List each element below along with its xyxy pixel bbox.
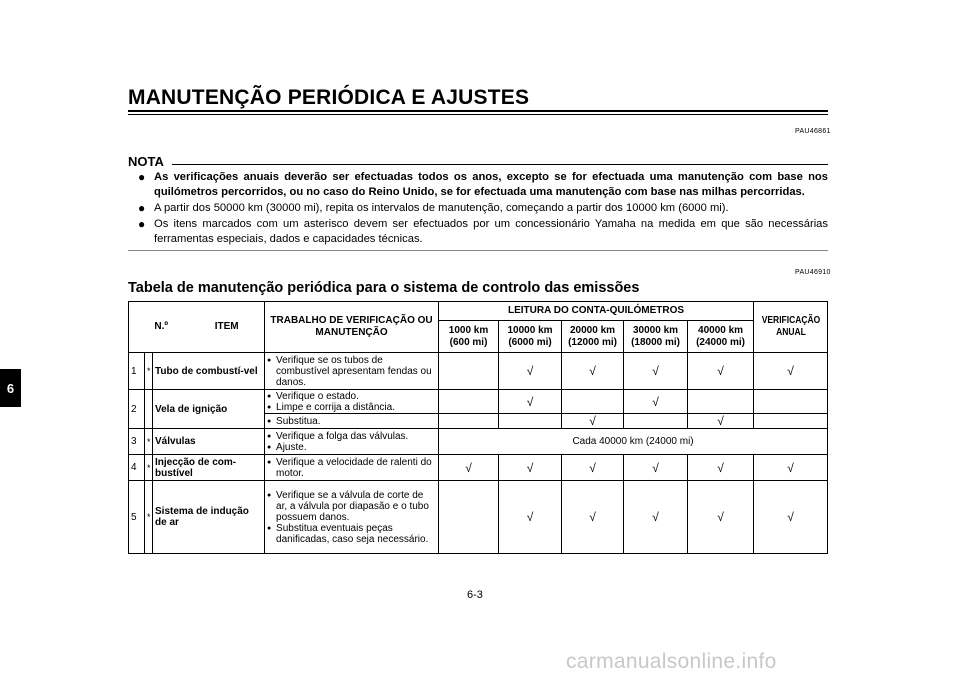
reference-code: PAU46861 [795,128,831,135]
row-item: Tubo de combustí-vel [153,353,265,390]
row-item: Sistema de indução de ar [153,481,265,554]
row-number: 1 [129,353,145,390]
watermark: carmanualsonline.info [566,650,777,673]
header-work: TRABALHO DE VERIFICAÇÃO OU MANUTENÇÃO [265,302,439,353]
row-number: 3 [129,429,145,455]
header-interval: 30000 km (18000 mi) [624,321,688,353]
check-icon: √ [688,455,754,481]
empty-cell [624,414,688,429]
row-item: Válvulas [153,429,265,455]
empty-cell [439,353,499,390]
bullet-icon: ● [138,201,146,215]
check-icon: √ [624,353,688,390]
section-code: PAU46910 [795,269,831,276]
check-icon: √ [754,455,828,481]
empty-cell [688,390,754,414]
check-icon: √ [754,481,828,554]
check-icon: √ [562,481,624,554]
empty-cell [145,390,153,429]
empty-cell [754,390,828,414]
asterisk-icon: * [145,455,153,481]
check-icon: √ [499,481,562,554]
table-row [129,481,828,554]
row-item: Injecção de com-bustível [153,455,265,481]
row-item: Vela de ignição [153,390,265,429]
header-interval: 10000 km (6000 mi) [499,321,562,353]
check-icon: √ [499,390,562,414]
check-icon: √ [624,390,688,414]
row-number: 2 [129,390,145,429]
table-row [129,455,828,481]
maintenance-table [128,301,828,554]
row-work: ● Verifique se os tubos de combustível apresentam fendas ou danos. [265,353,439,390]
title-rule-thin [128,114,828,115]
row-number: 5 [129,481,145,554]
nota-list [128,170,828,248]
check-icon: √ [688,414,754,429]
check-icon: √ [624,481,688,554]
header-interval: 1000 km (600 mi) [439,321,499,353]
check-icon: √ [499,455,562,481]
row-work: ● Substitua. [265,414,439,429]
nota-item: ● A partir dos 50000 km (30000 mi), repita os intervalos de manutenção, começando a partir dos 10000 km (6000 mi). [138,201,729,215]
row-work: ● Verifique se a válvula de corte de ar, a válvula por diapasão e o tubo possuem danos. ● Substitua eventuais peças danificadas, caso seja necessário. [265,481,439,554]
header-interval: 20000 km (12000 mi) [562,321,624,353]
header-odometer: LEITURA DO CONTA-QUILÓMETROS [439,302,754,321]
check-icon: √ [688,353,754,390]
nota-item: ● Os itens marcados com um asterisco devem ser efectuados por um concessionário Yamaha na medida em que são necessárias ferramentas especiais, dados e capacidades técnicas. [138,217,828,245]
title-rule [128,110,828,112]
chapter-tab: 6 [0,369,21,407]
header-annual: VERIFICAÇÃO ANUAL [759,302,822,353]
row-work: ● Verifique o estado. ● Limpe e corrija a distância. [265,390,439,414]
nota-label: NOTA [128,154,164,169]
bullet-icon: ● [138,170,146,184]
table-row [129,353,828,390]
table-row [129,390,828,414]
check-icon: √ [562,455,624,481]
interval-note: Cada 40000 km (24000 mi) [439,429,828,455]
asterisk-icon: * [145,481,153,554]
check-icon: √ [439,455,499,481]
check-icon: √ [562,414,624,429]
nota-item: ● As verificações anuais deverão ser efectuadas todos os anos, excepto se for efectuada uma manutenção com base nos quilómetros percorridos, ou no caso do Reino Unido, se for efectuada uma manutenção com base nas milhas percorridas. [138,170,828,198]
nota-rule [172,164,828,165]
row-work: ● Verifique a velocidade de ralenti do motor. [265,455,439,481]
empty-cell [562,390,624,414]
check-icon: √ [562,353,624,390]
row-number: 4 [129,455,145,481]
empty-cell [439,481,499,554]
check-icon: √ [624,455,688,481]
row-work: ● Verifique a folga das válvulas. ● Ajuste. [265,429,439,455]
check-icon: √ [754,353,828,390]
asterisk-icon: * [145,353,153,390]
page-title: MANUTENÇÃO PERIÓDICA E AJUSTES [128,86,530,109]
empty-cell [499,414,562,429]
nota-bottom-rule [128,250,828,251]
empty-cell [439,414,499,429]
asterisk-icon: * [145,429,153,455]
check-icon: √ [499,353,562,390]
table-row [129,429,828,455]
header-no-item: N.º ITEM [129,302,265,353]
page-number: 6-3 [467,589,483,601]
empty-cell [754,414,828,429]
header-interval: 40000 km (24000 mi) [688,321,754,353]
check-icon: √ [688,481,754,554]
empty-cell [439,390,499,414]
section-title: Tabela de manutenção periódica para o sistema de controlo das emissões [128,280,640,296]
bullet-icon: ● [138,217,146,231]
